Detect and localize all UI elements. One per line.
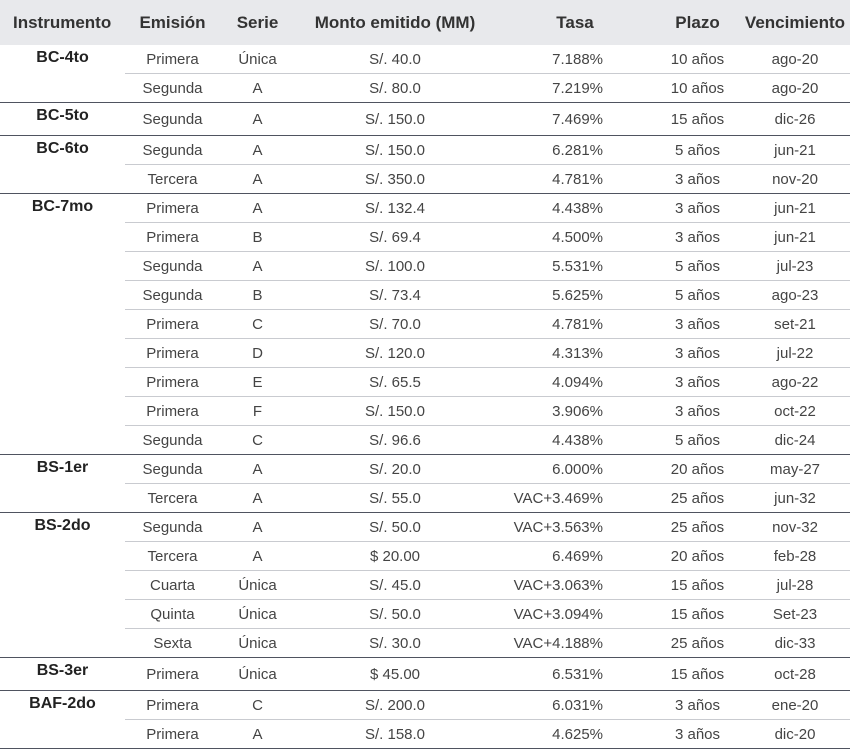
cell-tasa: 4.313% — [552, 344, 603, 362]
cell-emision: Segunda — [142, 110, 203, 128]
cell-instrumento: BS-2do — [0, 513, 125, 658]
cell-emision: Sexta — [153, 634, 192, 652]
cell-plazo: 15 años — [670, 665, 725, 683]
cell-vencimiento: dic-20 — [774, 725, 816, 743]
cell-tasa: 4.500% — [552, 228, 603, 246]
cell-tasa: VAC+3.563% — [513, 518, 603, 536]
cell-tasa: 6.469% — [552, 547, 603, 565]
cell-monto: S/. 70.0 — [369, 315, 421, 333]
table-row — [0, 45, 850, 74]
cell-serie: Única — [238, 50, 277, 68]
cell-emision: Segunda — [142, 286, 203, 304]
cell-monto: S/. 80.0 — [369, 79, 421, 97]
cell-plazo: 20 años — [670, 460, 725, 478]
cell-vencimiento: jun-21 — [774, 228, 816, 246]
cell-vencimiento: ago-22 — [771, 373, 819, 391]
cell-instrumento: BAF-2do — [0, 691, 125, 749]
cell-serie: Única — [238, 605, 277, 623]
table-row — [0, 513, 850, 542]
cell-tasa: VAC+3.094% — [513, 605, 603, 623]
cell-plazo: 5 años — [674, 286, 721, 304]
cell-monto: S/. 150.0 — [364, 141, 426, 159]
cell-monto: S/. 100.0 — [364, 257, 426, 275]
cell-monto: $ 20.00 — [369, 547, 421, 565]
table-row — [0, 194, 850, 223]
cell-serie: A — [252, 141, 263, 159]
cell-serie: A — [252, 518, 263, 536]
cell-emision: Segunda — [142, 257, 203, 275]
cell-monto: S/. 158.0 — [364, 725, 426, 743]
cell-vencimiento: ago-20 — [771, 50, 819, 68]
cell-serie: C — [252, 315, 263, 333]
cell-emision: Segunda — [142, 141, 203, 159]
cell-vencimiento: oct-28 — [774, 665, 816, 683]
header-instrumento: Instrumento — [0, 0, 125, 45]
table-body — [0, 45, 850, 749]
cell-monto: S/. 120.0 — [364, 344, 426, 362]
table-row — [0, 542, 850, 571]
table-row — [0, 165, 850, 194]
cell-monto: S/. 132.4 — [364, 199, 426, 217]
cell-tasa: 6.281% — [552, 141, 603, 159]
cell-plazo: 3 años — [674, 199, 721, 217]
cell-vencimiento: ago-23 — [771, 286, 819, 304]
cell-monto: $ 45.00 — [369, 665, 421, 683]
table-row — [0, 136, 850, 165]
header-vencimiento: Vencimiento — [740, 0, 850, 45]
cell-instrumento: BC-5to — [0, 103, 125, 136]
cell-serie: C — [252, 696, 263, 714]
cell-tasa: 6.031% — [552, 696, 603, 714]
cell-serie: A — [252, 460, 263, 478]
header-tasa: Tasa — [495, 0, 655, 45]
cell-plazo: 10 años — [670, 79, 725, 97]
cell-tasa: 4.438% — [552, 431, 603, 449]
cell-vencimiento: set-21 — [774, 315, 816, 333]
cell-vencimiento: dic-24 — [774, 431, 816, 449]
cell-vencimiento: jul-28 — [776, 576, 814, 594]
table-row — [0, 252, 850, 281]
cell-vencimiento: ago-20 — [771, 79, 819, 97]
cell-tasa: VAC+3.063% — [513, 576, 603, 594]
cell-plazo: 15 años — [670, 605, 725, 623]
cell-serie: E — [252, 373, 263, 391]
cell-emision: Primera — [146, 402, 199, 420]
cell-emision: Segunda — [142, 518, 203, 536]
cell-vencimiento: jun-32 — [774, 489, 816, 507]
cell-vencimiento: oct-22 — [774, 402, 816, 420]
table-row — [0, 691, 850, 720]
table-row — [0, 426, 850, 455]
cell-serie: Única — [238, 576, 277, 594]
cell-plazo: 10 años — [670, 50, 725, 68]
cell-emision: Primera — [146, 228, 199, 246]
cell-tasa: 7.219% — [552, 79, 603, 97]
cell-tasa: 4.438% — [552, 199, 603, 217]
cell-serie: A — [252, 110, 263, 128]
cell-serie: A — [252, 79, 263, 97]
cell-tasa: 4.781% — [552, 170, 603, 188]
cell-vencimiento: jul-23 — [776, 257, 814, 275]
cell-emision: Primera — [146, 665, 199, 683]
cell-tasa: 3.906% — [552, 402, 603, 420]
cell-serie: A — [252, 489, 263, 507]
cell-serie: B — [252, 286, 263, 304]
cell-tasa: VAC+4.188% — [513, 634, 603, 652]
table-row — [0, 368, 850, 397]
cell-plazo: 15 años — [670, 576, 725, 594]
table-row — [0, 103, 850, 136]
cell-monto: S/. 40.0 — [369, 50, 421, 68]
cell-emision: Primera — [146, 315, 199, 333]
cell-vencimiento: dic-33 — [774, 634, 816, 652]
cell-emision: Primera — [146, 344, 199, 362]
cell-plazo: 3 años — [674, 373, 721, 391]
header-serie: Serie — [220, 0, 295, 45]
cell-emision: Primera — [146, 373, 199, 391]
cell-plazo: 5 años — [674, 141, 721, 159]
cell-serie: A — [252, 725, 263, 743]
cell-monto: S/. 150.0 — [364, 110, 426, 128]
cell-serie: F — [252, 402, 263, 420]
cell-serie: A — [252, 170, 263, 188]
cell-vencimiento: jun-21 — [774, 141, 816, 159]
table-row — [0, 397, 850, 426]
cell-tasa: 4.625% — [552, 725, 603, 743]
cell-emision: Tercera — [147, 489, 198, 507]
table-row — [0, 658, 850, 691]
cell-emision: Tercera — [147, 170, 198, 188]
cell-tasa: 5.625% — [552, 286, 603, 304]
cell-serie: A — [252, 199, 263, 217]
header-emision: Emisión — [125, 0, 220, 45]
cell-instrumento: BC-4to — [0, 45, 125, 103]
cell-vencimiento: may-27 — [769, 460, 821, 478]
cell-emision: Segunda — [142, 460, 203, 478]
cell-monto: S/. 200.0 — [364, 696, 426, 714]
cell-monto: S/. 30.0 — [369, 634, 421, 652]
cell-plazo: 3 años — [674, 170, 721, 188]
cell-vencimiento: ene-20 — [771, 696, 819, 714]
header-monto: Monto emitido (MM) — [295, 0, 495, 45]
table-row — [0, 223, 850, 252]
cell-plazo: 25 años — [670, 518, 725, 536]
table-header — [0, 0, 850, 45]
cell-emision: Tercera — [147, 547, 198, 565]
cell-tasa: 7.188% — [552, 50, 603, 68]
table-row — [0, 720, 850, 749]
cell-monto: S/. 50.0 — [369, 518, 421, 536]
table-row — [0, 455, 850, 484]
cell-vencimiento: Set-23 — [772, 605, 818, 623]
cell-vencimiento: nov-20 — [772, 170, 818, 188]
cell-serie: B — [252, 228, 263, 246]
table-row — [0, 484, 850, 513]
cell-tasa: 6.531% — [552, 665, 603, 683]
cell-emision: Primera — [146, 50, 199, 68]
cell-tasa: 4.781% — [552, 315, 603, 333]
cell-tasa: 4.094% — [552, 373, 603, 391]
cell-plazo: 5 años — [674, 431, 721, 449]
cell-plazo: 3 años — [674, 315, 721, 333]
cell-serie: D — [252, 344, 263, 362]
cell-emision: Quinta — [150, 605, 195, 623]
cell-vencimiento: jul-22 — [776, 344, 814, 362]
cell-monto: S/. 45.0 — [369, 576, 421, 594]
cell-monto: S/. 73.4 — [369, 286, 421, 304]
cell-plazo: 3 años — [674, 402, 721, 420]
cell-emision: Cuarta — [149, 576, 196, 594]
cell-plazo: 15 años — [670, 110, 725, 128]
cell-plazo: 3 años — [674, 725, 721, 743]
cell-plazo: 5 años — [674, 257, 721, 275]
cell-instrumento: BS-1er — [0, 455, 125, 513]
cell-plazo: 3 años — [674, 696, 721, 714]
cell-emision: Segunda — [142, 79, 203, 97]
cell-emision: Primera — [146, 199, 199, 217]
table-row — [0, 310, 850, 339]
cell-monto: S/. 69.4 — [369, 228, 421, 246]
table-row — [0, 629, 850, 658]
cell-plazo: 20 años — [670, 547, 725, 565]
cell-vencimiento: feb-28 — [773, 547, 817, 565]
table-row — [0, 339, 850, 368]
cell-monto: S/. 20.0 — [369, 460, 421, 478]
header-plazo: Plazo — [655, 0, 740, 45]
table-row — [0, 600, 850, 629]
cell-plazo: 3 años — [674, 344, 721, 362]
cell-tasa: 5.531% — [552, 257, 603, 275]
cell-plazo: 3 años — [674, 228, 721, 246]
cell-monto: S/. 350.0 — [364, 170, 426, 188]
cell-vencimiento: nov-32 — [772, 518, 818, 536]
cell-instrumento: BC-6to — [0, 136, 125, 194]
table-row — [0, 281, 850, 310]
cell-tasa: 6.000% — [552, 460, 603, 478]
cell-monto: S/. 150.0 — [364, 402, 426, 420]
cell-serie: Única — [238, 665, 277, 683]
cell-vencimiento: jun-21 — [774, 199, 816, 217]
cell-serie: A — [252, 547, 263, 565]
cell-emision: Segunda — [142, 431, 203, 449]
cell-tasa: 7.469% — [552, 110, 603, 128]
cell-emision: Primera — [146, 725, 199, 743]
cell-serie: C — [252, 431, 263, 449]
cell-serie: Única — [238, 634, 277, 652]
cell-emision: Primera — [146, 696, 199, 714]
cell-monto: S/. 96.6 — [369, 431, 421, 449]
cell-instrumento: BS-3er — [0, 658, 125, 691]
table-row — [0, 571, 850, 600]
cell-serie: A — [252, 257, 263, 275]
table-row — [0, 74, 850, 103]
cell-monto: S/. 50.0 — [369, 605, 421, 623]
cell-plazo: 25 años — [670, 634, 725, 652]
cell-vencimiento: dic-26 — [774, 110, 816, 128]
cell-tasa: VAC+3.469% — [513, 489, 603, 507]
cell-monto: S/. 55.0 — [369, 489, 421, 507]
cell-instrumento: BC-7mo — [0, 194, 125, 455]
cell-monto: S/. 65.5 — [369, 373, 421, 391]
cell-plazo: 25 años — [670, 489, 725, 507]
